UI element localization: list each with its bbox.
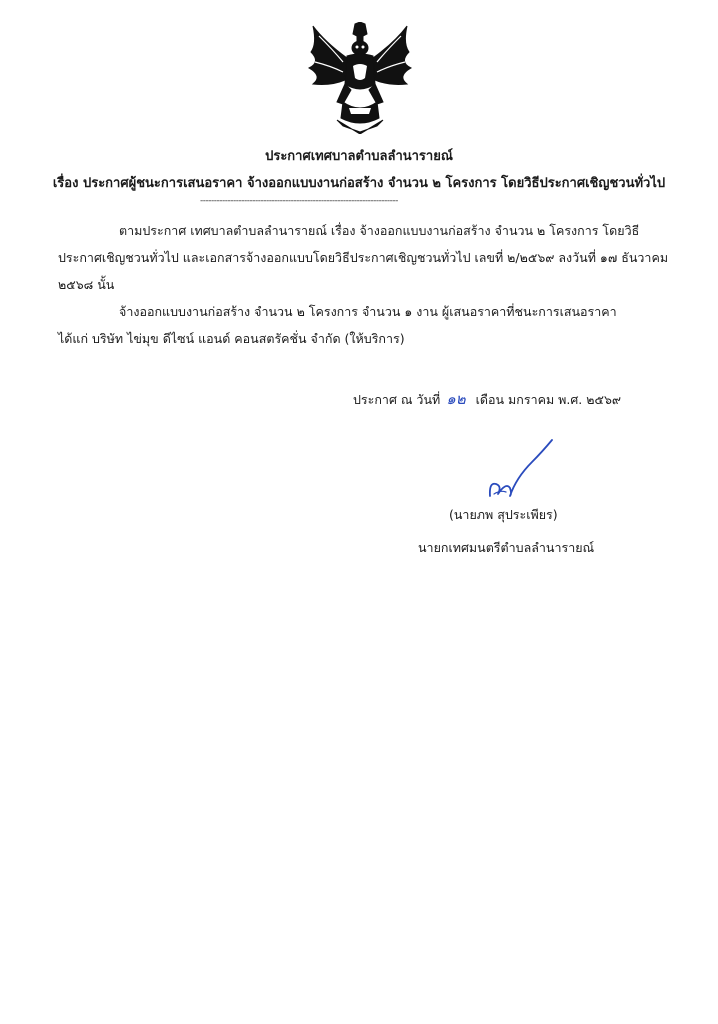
handwritten-day: ๑๒ bbox=[446, 390, 466, 408]
body-paragraph-1-line-3: ๒๕๖๘ นั้น bbox=[58, 277, 115, 292]
date-prefix: ประกาศ ณ วันที่ bbox=[353, 392, 441, 407]
document-subject: เรื่อง ประกาศผู้ชนะการเสนอราคา จ้างออกแบบงานก่อสร้าง จำนวน ๒ โครงการ โดยวิธีประกาศเชิญชวนทั่วไป bbox=[52, 176, 666, 191]
date-suffix: เดือน มกราคม พ.ศ. ๒๕๖๙ bbox=[475, 392, 622, 407]
body-paragraph-2-line-2: ได้แก่ บริษัท ไข่มุข ดีไซน์ แอนด์ คอนสตรัคชั่น จำกัด (ให้บริการ) bbox=[58, 331, 405, 346]
signer-position: นายกเทศมนตรีตำบลลำนารายณ์ bbox=[418, 540, 595, 555]
announcement-date bbox=[353, 387, 621, 411]
signer-name: (นายภพ สุประเพียร) bbox=[449, 507, 558, 522]
divider-line: ------------------------------------------------------------------------ bbox=[200, 196, 398, 206]
body-paragraph-1-line-2: ประกาศเชิญชวนทั่วไป และเอกสารจ้างออกแบบโดยวิธีประกาศเชิญชวนทั่วไป เลขที่ ๒/๒๕๖๙ ลงวันที่ ๑๗ ธันวาคม bbox=[58, 250, 669, 265]
garuda-emblem-icon bbox=[303, 22, 417, 134]
body-paragraph-1-line-1: ตามประกาศ เทศบาลตำบลลำนารายณ์ เรื่อง จ้างออกแบบงานก่อสร้าง จำนวน ๒ โครงการ โดยวิธี bbox=[119, 223, 640, 238]
document-title: ประกาศเทศบาลตำบลลำนารายณ์ bbox=[265, 149, 453, 164]
body-paragraph-2-line-1: จ้างออกแบบงานก่อสร้าง จำนวน ๒ โครงการ จำนวน ๑ งาน ผู้เสนอราคาที่ชนะการเสนอราคา bbox=[119, 304, 617, 319]
handwritten-signature-icon bbox=[486, 438, 558, 500]
